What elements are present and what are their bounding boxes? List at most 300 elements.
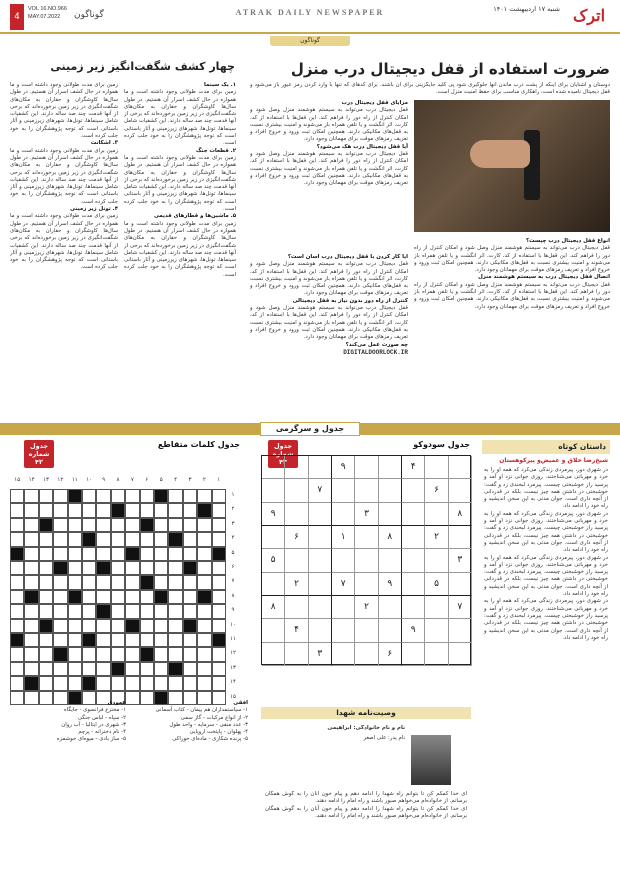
- crossword-cell[interactable]: [183, 547, 197, 561]
- crossword-cell[interactable]: [168, 561, 182, 575]
- crossword-cell[interactable]: [39, 604, 53, 618]
- sudoku-cell: [449, 479, 472, 502]
- crossword-cell[interactable]: [24, 662, 38, 676]
- crossword-cell[interactable]: [96, 575, 110, 589]
- crossword-cell[interactable]: [68, 604, 82, 618]
- crossword-cell[interactable]: [168, 547, 182, 561]
- sudoku-cell: [262, 456, 285, 479]
- crossword-cell[interactable]: [154, 575, 168, 589]
- crossword-cell[interactable]: [10, 662, 24, 676]
- sudoku-cell: [355, 526, 378, 549]
- crossword-cell[interactable]: [68, 575, 82, 589]
- crossword-cell[interactable]: [82, 575, 96, 589]
- crossword-cell[interactable]: [111, 604, 125, 618]
- crossword-cell[interactable]: [168, 518, 182, 532]
- sudoku-cell: [262, 619, 285, 642]
- crossword-cell[interactable]: [125, 662, 139, 676]
- crossword-cell[interactable]: [53, 575, 67, 589]
- crossword-cell[interactable]: [10, 518, 24, 532]
- crossword-cell[interactable]: [125, 489, 139, 503]
- crossword-cell[interactable]: [111, 575, 125, 589]
- crossword-cell[interactable]: [212, 561, 226, 575]
- crossword-cell[interactable]: [183, 676, 197, 690]
- crossword-black-cell: [39, 518, 53, 532]
- crossword-column-number: ۱۲: [57, 477, 64, 483]
- clues-vertical-title: عمودی: [107, 700, 126, 706]
- sudoku-cell: [309, 573, 332, 596]
- crossword-cell[interactable]: [111, 518, 125, 532]
- crossword-cell[interactable]: [68, 547, 82, 561]
- sudoku-cell: [379, 503, 402, 526]
- crossword-cell[interactable]: [212, 575, 226, 589]
- crossword-cell[interactable]: [125, 532, 139, 546]
- sudoku-cell: [402, 549, 425, 572]
- sudoku-cell: ۹: [262, 503, 285, 526]
- crossword-row-number: ۵: [231, 549, 235, 556]
- sudoku-cell: [379, 549, 402, 572]
- crossword-cell[interactable]: [24, 647, 38, 661]
- volume-number: VOL 16.NO.966: [28, 6, 67, 12]
- crossword-cell[interactable]: [168, 503, 182, 517]
- crossword-cell[interactable]: [24, 503, 38, 517]
- short-story-body-4: در شهری دور، پیرمردی زندگی می‌کرد که همه او را به خرد و مهربانی می‌شناختند. روزی جوانی نزد او آمد و پرسید راز خوشبختی چیست. پیرمرد لبخندی زد و گفت: خوشبختی در داشتن همه چیز نیست، بلکه در قدردانی از آنچه داری است. جوان مدتی به این سخن اندیشید و راه خود را ادامه داد.: [484, 598, 608, 641]
- crossword-cell[interactable]: [212, 489, 226, 503]
- crossword-cell[interactable]: [140, 619, 154, 633]
- crossword-cell[interactable]: [140, 503, 154, 517]
- sudoku-cell: ۸: [449, 503, 472, 526]
- main-body-1: قفل دیجیتال درب می‌تواند به سیستم هوشمند منزل وصل شود و امکان کنترل از راه دور را فراهم کند. این قفل‌ها با استفاده از کد، کارت، اثر انگشت و یا تلفن همراه باز می‌شوند و امنیت بیشتری نسبت به قفل‌های مکانیکی دارند. همچنین امکان ثبت ورود و خروج افراد و تعریف رمزهای موقت برای مهمانان وجود دارد.: [250, 107, 408, 143]
- sudoku-cell: [285, 456, 308, 479]
- sudoku-cell: [425, 619, 448, 642]
- crossword-cell[interactable]: [125, 518, 139, 532]
- crossword-column-number: ۶: [145, 477, 149, 483]
- crossword-cell[interactable]: [212, 676, 226, 690]
- crossword-cell[interactable]: [183, 575, 197, 589]
- crossword-cell[interactable]: [183, 633, 197, 647]
- sudoku-cell: ۴: [402, 456, 425, 479]
- crossword-cell[interactable]: [168, 575, 182, 589]
- martyr-will-body-wrap: [265, 791, 467, 879]
- sudoku-cell: ۵: [262, 549, 285, 572]
- sudoku-cell: [355, 479, 378, 502]
- crossword-cell[interactable]: [96, 619, 110, 633]
- crossword-cell[interactable]: [53, 532, 67, 546]
- crossword-cell[interactable]: [24, 532, 38, 546]
- sudoku-cell: ۶: [425, 479, 448, 502]
- crossword-cell[interactable]: [212, 503, 226, 517]
- crossword-cell[interactable]: [24, 575, 38, 589]
- crossword-cell[interactable]: [197, 575, 211, 589]
- sudoku-grid: [261, 455, 471, 665]
- crossword-cell[interactable]: [183, 604, 197, 618]
- martyr-portrait: [411, 735, 451, 785]
- crossword-cell[interactable]: [140, 633, 154, 647]
- sudoku-cell: [262, 643, 285, 666]
- crossword-cell[interactable]: [24, 604, 38, 618]
- crossword-cell[interactable]: [168, 676, 182, 690]
- crossword-cell[interactable]: [125, 503, 139, 517]
- crossword-cell[interactable]: [140, 532, 154, 546]
- crossword-row-number: ۳: [231, 520, 235, 527]
- crossword-cell[interactable]: [82, 647, 96, 661]
- crossword-cell[interactable]: [24, 547, 38, 561]
- crossword-cell[interactable]: [111, 676, 125, 690]
- short-story-body-2: در شهری دور، پیرمردی زندگی می‌کرد که همه او را به خرد و مهربانی می‌شناختند. روزی جوانی نزد او آمد و پرسید راز خوشبختی چیست. پیرمرد لبخندی زد و گفت: خوشبختی در داشتن همه چیز نیست، بلکه در قدردانی از آنچه داری است. جوان مدتی به این سخن اندیشید و راه خود را ادامه داد.: [484, 510, 608, 554]
- crossword-cell[interactable]: [183, 503, 197, 517]
- crossword-row-number: ۴: [231, 535, 235, 542]
- sudoku-cell: [309, 503, 332, 526]
- crossword-row-number: ۱۵: [230, 693, 236, 700]
- crossword-cell[interactable]: [53, 489, 67, 503]
- side-body-3: زمین برای مدت طولانی وجود داشته است و ما همواره در حال کشف اسرار آن هستیم. در طول سال‌ها کاوشگران و حفاران به مکان‌های شگفت‌انگیزی در زیر زمین برخورده‌اند که برخی از آنها قدمت چند صد ساله دارند. این کشفیات شامل سینماها، تونل‌ها، شهرهای زیرزمینی و آثار باستانی است که توجه پژوهشگران را به خود جلب کرده است.: [10, 213, 118, 271]
- crossword-black-cell: [82, 532, 96, 546]
- persian-date: شنبه ۱۷ اردیبهشت ۱۴۰۱: [493, 5, 560, 13]
- crossword-cell[interactable]: [82, 662, 96, 676]
- crossword-cell[interactable]: [10, 619, 24, 633]
- crossword-cell[interactable]: [197, 532, 211, 546]
- crossword-cell[interactable]: [140, 662, 154, 676]
- crossword-cell[interactable]: [68, 561, 82, 575]
- crossword-cell[interactable]: [125, 676, 139, 690]
- crossword-column-number: ۱۳: [43, 477, 49, 483]
- crossword-cell[interactable]: [96, 532, 110, 546]
- crossword-row-number: ۷: [231, 578, 235, 585]
- side-body-6: زمین برای مدت طولانی وجود داشته است و ما همواره در حال کشف اسرار آن هستیم. در طول سال‌ها کاوشگران و حفاران به مکان‌های شگفت‌انگیزی در زیر زمین برخورده‌اند که برخی از آنها قدمت چند صد ساله دارند. این کشفیات شامل سینماها، تونل‌ها، شهرهای زیرزمینی و آثار باستانی است که توجه پژوهشگران را به خود جلب کرده است.: [124, 220, 236, 278]
- crossword-cell[interactable]: [53, 590, 67, 604]
- crossword-cell[interactable]: [197, 604, 211, 618]
- crossword-cell[interactable]: [197, 676, 211, 690]
- crossword-cell[interactable]: [53, 518, 67, 532]
- sudoku-cell: [355, 549, 378, 572]
- sudoku-cell: [285, 503, 308, 526]
- crossword-cell[interactable]: [125, 561, 139, 575]
- crossword-cell[interactable]: [39, 590, 53, 604]
- crossword-black-cell: [168, 532, 182, 546]
- crossword-cell[interactable]: [212, 590, 226, 604]
- crossword-cell[interactable]: [68, 518, 82, 532]
- sudoku-cell: [332, 503, 355, 526]
- sudoku-cell: ۲: [425, 526, 448, 549]
- crossword-cell[interactable]: [82, 489, 96, 503]
- main-subhead-8: کنترل از راه دور بدون نیاز به قفل دیجیتالی: [292, 297, 408, 304]
- crossword-row-number: ۶: [231, 564, 235, 570]
- sudoku-cell: [309, 596, 332, 619]
- crossword-tag-number: شماره ۴۲: [28, 450, 50, 466]
- crossword-cell[interactable]: [96, 518, 110, 532]
- crossword-cell[interactable]: [82, 561, 96, 575]
- crossword-cell[interactable]: [24, 619, 38, 633]
- crossword-black-cell: [183, 561, 197, 575]
- sudoku-cell: [449, 619, 472, 642]
- crossword-cell[interactable]: [68, 676, 82, 690]
- crossword-cell[interactable]: [10, 489, 24, 503]
- english-date: MAY.07.2022: [28, 14, 61, 20]
- crossword-cell[interactable]: [53, 633, 67, 647]
- crossword-cell[interactable]: [10, 561, 24, 575]
- crossword-cell[interactable]: [24, 633, 38, 647]
- crossword-black-cell: [24, 676, 38, 690]
- crossword-cell[interactable]: [53, 662, 67, 676]
- crossword-cell[interactable]: [197, 633, 211, 647]
- crossword-cell[interactable]: [183, 489, 197, 503]
- main-lead: دوستان و آشنایان برای اینکه از پشت درب ماندن آنها جلوگیری شود پی کلید جایگزینی برای آن باشند. برای کدهای که تنها با وارد کردن رمز عبور باز می‌شود و قفل دیجیتال نامیده شده است، راهکاری مناسب برای حفظ امنیت منزل است.: [250, 82, 610, 96]
- crossword-cell[interactable]: [39, 662, 53, 676]
- crossword-cell[interactable]: [183, 518, 197, 532]
- crossword-column-number: ۱۴: [28, 477, 35, 483]
- crossword-cell[interactable]: [125, 633, 139, 647]
- crossword-cell[interactable]: [68, 633, 82, 647]
- short-story-body-wrap: [482, 467, 610, 857]
- crossword-cell[interactable]: [53, 676, 67, 690]
- sudoku-cell: ۲: [355, 596, 378, 619]
- crossword-cell[interactable]: [39, 561, 53, 575]
- crossword-cell[interactable]: [96, 503, 110, 517]
- crossword-cell[interactable]: [24, 561, 38, 575]
- crossword-cell[interactable]: [154, 561, 168, 575]
- sudoku-cell: [425, 643, 448, 666]
- crossword-cell[interactable]: [96, 662, 110, 676]
- sudoku-cell: [332, 619, 355, 642]
- crossword-cell[interactable]: [96, 590, 110, 604]
- crossword-cell[interactable]: [10, 604, 24, 618]
- crossword-cell[interactable]: [96, 633, 110, 647]
- crossword-cell[interactable]: [10, 590, 24, 604]
- crossword-cell[interactable]: [154, 503, 168, 517]
- crossword-cell[interactable]: [82, 503, 96, 517]
- sudoku-cell: [379, 619, 402, 642]
- crossword-cell[interactable]: [140, 547, 154, 561]
- crossword-column-number: ۹: [102, 477, 106, 483]
- crossword-cell[interactable]: [183, 532, 197, 546]
- main-subhead-1: مزایای قفل دیجیتال درب: [341, 100, 408, 106]
- crossword-cell[interactable]: [53, 619, 67, 633]
- crossword-column-number: ۱۵: [14, 477, 21, 483]
- sudoku-cell: [355, 643, 378, 666]
- crossword-cell[interactable]: [125, 590, 139, 604]
- crossword-cell[interactable]: [39, 633, 53, 647]
- sudoku-cell: ۶: [285, 526, 308, 549]
- section-tab: گوناگون: [270, 36, 350, 46]
- clue-v-5: ۵- ساز بادی - میوه‌ای خوشمزه: [56, 736, 126, 743]
- crossword-black-cell: [154, 489, 168, 503]
- crossword-column-number: ۱: [217, 477, 221, 483]
- sudoku-cell: ۷: [332, 573, 355, 596]
- crossword-cell[interactable]: [125, 604, 139, 618]
- main-column-1: [414, 238, 610, 414]
- crossword-cell[interactable]: [154, 604, 168, 618]
- crossword-cell[interactable]: [39, 503, 53, 517]
- crossword-cell[interactable]: [197, 561, 211, 575]
- crossword-cell[interactable]: [212, 619, 226, 633]
- clue-v-4: ۴- نام دخترانه - پرچم: [78, 729, 126, 736]
- crossword-cell[interactable]: [82, 590, 96, 604]
- short-story-panel: [482, 440, 610, 880]
- crossword-cell[interactable]: [197, 619, 211, 633]
- crossword-column-number: ۱۱: [71, 477, 78, 483]
- crossword-cell[interactable]: [82, 547, 96, 561]
- sudoku-cell: [449, 526, 472, 549]
- crossword-cell[interactable]: [168, 647, 182, 661]
- crossword-cell[interactable]: [10, 575, 24, 589]
- crossword-cell[interactable]: [68, 619, 82, 633]
- clue-h-5: ۵- پرنده شکاری - ماده‌ای خوراکی: [172, 736, 248, 743]
- crossword-column-number: ۲: [202, 477, 206, 483]
- crossword-cell[interactable]: [168, 590, 182, 604]
- crossword-cell[interactable]: [39, 676, 53, 690]
- crossword-cell[interactable]: [111, 619, 125, 633]
- newspaper-name-en: ATRAK DAILY NEWSPAPER: [235, 8, 385, 17]
- clue-v-2: ۲- سپاه - لباس جنگی: [77, 714, 126, 721]
- main-body-6: قفل دیجیتال درب می‌تواند به سیستم هوشمند منزل وصل شود و امکان کنترل از راه دور را فراهم کند. این قفل‌ها با استفاده از کد، کارت، اثر انگشت و یا تلفن همراه باز می‌شوند و امنیت بیشتری نسبت به قفل‌های مکانیکی دارند. همچنین امکان ثبت ورود و خروج افراد و تعریف رمزهای موقت برای مهمانان وجود دارد.: [250, 305, 408, 341]
- crossword-cell[interactable]: [125, 575, 139, 589]
- crossword-column-number: ۱۰: [86, 477, 93, 483]
- clue-h-3: ۳- عدد منفی - سرمایه - واحد طول: [169, 721, 248, 728]
- crossword-cell[interactable]: [140, 561, 154, 575]
- crossword-cell[interactable]: [197, 489, 211, 503]
- sudoku-cell: ۹: [402, 619, 425, 642]
- article-photo: [414, 100, 610, 232]
- crossword-cell[interactable]: [68, 662, 82, 676]
- crossword-cell[interactable]: [82, 619, 96, 633]
- masthead: [0, 0, 620, 34]
- crossword-cell[interactable]: [24, 489, 38, 503]
- crossword-cell[interactable]: [212, 518, 226, 532]
- crossword-cell[interactable]: [154, 633, 168, 647]
- crossword-cell[interactable]: [183, 590, 197, 604]
- crossword-black-cell: [183, 619, 197, 633]
- crossword-cell[interactable]: [154, 619, 168, 633]
- side-body-4: زمین برای مدت طولانی وجود داشته است و ما همواره در حال کشف اسرار آن هستیم. در طول سال‌ها کاوشگران و حفاران به مکان‌های شگفت‌انگیزی در زیر زمین برخورده‌اند که برخی از آنها قدمت چند صد ساله دارند. این کشفیات شامل سینماها، تونل‌ها، شهرهای زیرزمینی و آثار باستانی است که توجه پژوهشگران را به خود جلب کرده است.: [124, 89, 236, 147]
- martyr-will-panel: [261, 707, 471, 882]
- clues-horizontal: [130, 700, 248, 880]
- martyr-will-body-2: ای خدا کمکم کن تا بتوانم راه شهدا را ادامه دهم و پیام خون آنان را به گوش همگان برسانم. از خانواده‌ام می‌خواهم صبور باشند و راه امام را ادامه دهند.: [265, 805, 467, 819]
- crossword-cell[interactable]: [154, 532, 168, 546]
- crossword-cell[interactable]: [10, 503, 24, 517]
- crossword-cell[interactable]: [168, 619, 182, 633]
- crossword-cell[interactable]: [39, 647, 53, 661]
- crossword-cell[interactable]: [68, 532, 82, 546]
- crossword-cell[interactable]: [168, 489, 182, 503]
- crossword-cell[interactable]: [111, 647, 125, 661]
- crossword-cell[interactable]: [197, 518, 211, 532]
- crossword-cell[interactable]: [154, 647, 168, 661]
- crossword-row-number: ۱۲: [230, 650, 236, 657]
- sudoku-cell: ۳: [355, 503, 378, 526]
- sudoku-tag-number: شماره ۴۳: [272, 450, 294, 466]
- crossword-black-cell: [96, 561, 110, 575]
- sudoku-cell: ۷: [449, 596, 472, 619]
- side-body-2: زمین برای مدت طولانی وجود داشته است و ما همواره در حال کشف اسرار آن هستیم. در طول سال‌ها کاوشگران و حفاران به مکان‌های شگفت‌انگیزی در زیر زمین برخورده‌اند که برخی از آنها قدمت چند صد ساله دارند. این کشفیات شامل سینماها، تونل‌ها، شهرهای زیرزمینی و آثار باستانی است که توجه پژوهشگران را به خود جلب کرده است.: [10, 147, 118, 205]
- crossword-cell[interactable]: [154, 662, 168, 676]
- crossword-cell[interactable]: [212, 532, 226, 546]
- short-story-subtitle: شیخ‌رضا خلاق و عمیض‌و پیرکوهستان: [499, 457, 608, 464]
- sudoku-cell: [332, 479, 355, 502]
- crossword-cell[interactable]: [111, 633, 125, 647]
- crossword-cell[interactable]: [111, 547, 125, 561]
- crossword-cell[interactable]: [96, 676, 110, 690]
- crossword-cell[interactable]: [140, 590, 154, 604]
- crossword-cell[interactable]: [154, 547, 168, 561]
- crossword-cell[interactable]: [125, 647, 139, 661]
- sudoku-cell: [402, 526, 425, 549]
- crossword-black-cell: [82, 633, 96, 647]
- crossword-cell[interactable]: [197, 662, 211, 676]
- side-subhead-3: ۳. اشکانت: [90, 140, 118, 147]
- crossword-row-number: ۹: [231, 607, 235, 614]
- crossword-cell[interactable]: [53, 503, 67, 517]
- crossword-cell[interactable]: [140, 604, 154, 618]
- crossword-cell[interactable]: [111, 561, 125, 575]
- sudoku-cell: ۷: [309, 479, 332, 502]
- crossword-cell[interactable]: [96, 489, 110, 503]
- crossword-cell[interactable]: [39, 575, 53, 589]
- crossword-cell[interactable]: [39, 532, 53, 546]
- crossword-title: جدول کلمات متقاطع: [157, 440, 240, 449]
- crossword-cell[interactable]: [96, 647, 110, 661]
- crossword-row-number: ۸: [231, 592, 235, 599]
- crossword-cell[interactable]: [154, 676, 168, 690]
- crossword-cell[interactable]: [168, 633, 182, 647]
- crossword-cell[interactable]: [68, 647, 82, 661]
- crossword-cell[interactable]: [111, 489, 125, 503]
- sudoku-cell: ۱: [332, 526, 355, 549]
- crossword-cell[interactable]: [212, 662, 226, 676]
- clue-v-3: ۳- شهری در ایتالیا - آب روان: [61, 721, 126, 728]
- crossword-cell[interactable]: [140, 676, 154, 690]
- crossword-cell[interactable]: [197, 647, 211, 661]
- sudoku-cell: [379, 596, 402, 619]
- crossword-cell[interactable]: [82, 604, 96, 618]
- crossword-cell[interactable]: [10, 676, 24, 690]
- crossword-cell[interactable]: [111, 532, 125, 546]
- section-label: گوناگون: [74, 10, 104, 20]
- sudoku-cell: [402, 479, 425, 502]
- crossword-column-number: ۸: [116, 477, 120, 483]
- crossword-cell[interactable]: [53, 547, 67, 561]
- crossword-cell[interactable]: [111, 590, 125, 604]
- sudoku-cell: [309, 526, 332, 549]
- crossword-cell[interactable]: [39, 547, 53, 561]
- crossword-cell[interactable]: [154, 518, 168, 532]
- crossword-cell[interactable]: [197, 547, 211, 561]
- crossword-black-cell: [53, 561, 67, 575]
- crossword-cell[interactable]: [183, 647, 197, 661]
- sudoku-cell: [379, 479, 402, 502]
- sudoku-cell: [449, 456, 472, 479]
- martyr-will-body-1: ای خدا کمکم کن تا بتوانم راه شهدا را ادامه دهم و پیام خون آنان را به گوش همگان برسانم. از خانواده‌ام می‌خواهم صبور باشند و راه امام را ادامه دهند.: [265, 791, 467, 805]
- crossword-cell[interactable]: [68, 503, 82, 517]
- crossword-cell[interactable]: [140, 489, 154, 503]
- crossword-cell[interactable]: [82, 518, 96, 532]
- sudoku-cell: [355, 573, 378, 596]
- crossword-cell[interactable]: [183, 662, 197, 676]
- crossword-cell[interactable]: [10, 532, 24, 546]
- crossword-cell[interactable]: [10, 647, 24, 661]
- crossword-cell[interactable]: [96, 547, 110, 561]
- crossword-cell[interactable]: [53, 604, 67, 618]
- main-column-3: [250, 254, 408, 414]
- crossword-black-cell: [96, 604, 110, 618]
- crossword-cell[interactable]: [24, 518, 38, 532]
- crossword-cell[interactable]: [39, 489, 53, 503]
- crossword-cell[interactable]: [212, 647, 226, 661]
- sudoku-cell: [425, 596, 448, 619]
- crossword-row-number: ۱۰: [230, 621, 236, 628]
- crossword-cell[interactable]: [168, 604, 182, 618]
- crossword-cell[interactable]: [212, 604, 226, 618]
- side-subhead-5: ۵. ماشین‌ها و قطارهای قدیمی: [153, 213, 236, 220]
- main-column-2: [250, 100, 408, 250]
